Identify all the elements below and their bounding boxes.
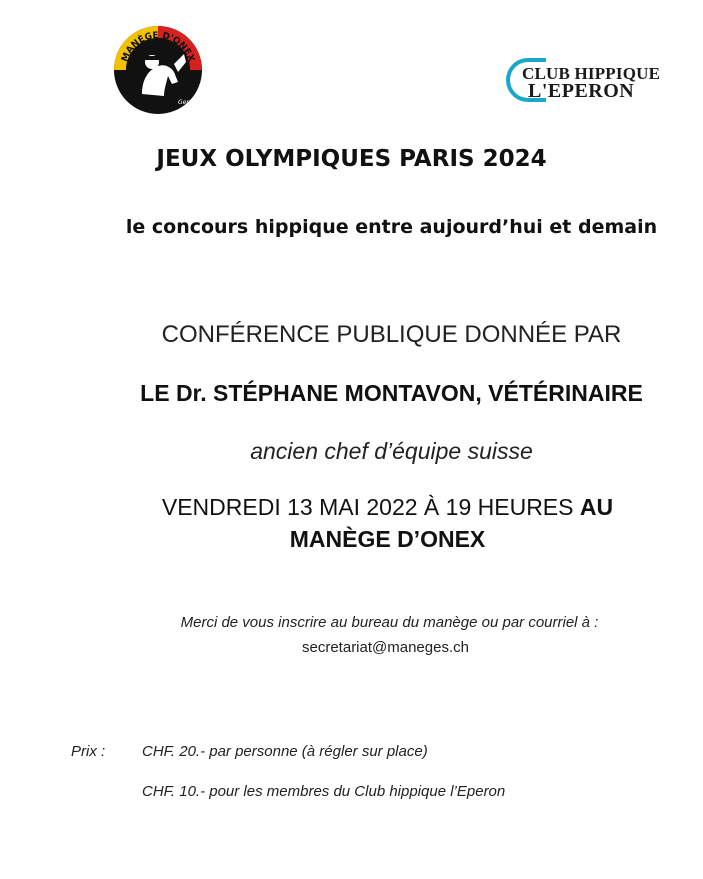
event-subtitle: le concours hippique entre aujourd’hui et demain (125, 216, 658, 238)
manege-onex-logo (112, 24, 204, 116)
event-title: JEUX OLYMPIQUES PARIS 2024 (156, 146, 547, 172)
event-date (36, 494, 703, 521)
manege-onex-logo-icon (112, 24, 204, 116)
registration-text: Merci de vous inscrire au bureau du manège ou par courriel à : (180, 614, 599, 631)
speaker-name: LE Dr. STÉPHANE MONTAVON, VÉTÉRINAIRE (140, 380, 643, 406)
event-date-text: VENDREDI 13 MAI 2022 À 19 HEURES (161, 494, 580, 520)
onex-logo-arc-text: MANÈGE D'ONEX (120, 30, 196, 64)
onex-logo-sub-text: Genève (178, 99, 202, 106)
event-date-bold: AU (579, 494, 614, 520)
price-item: CHF. 10.- pour les membres du Club hippique l’Eperon (142, 783, 506, 800)
eperon-logo-line2: L'EPERON (528, 80, 635, 102)
eperon-logo-line1: CLUB HIPPIQUE (522, 64, 661, 83)
club-eperon-logo (506, 56, 666, 106)
registration-email[interactable]: secretariat@maneges.ch (302, 639, 469, 656)
price-label: Prix : (71, 743, 106, 760)
speaker-role: ancien chef d’équipe suisse (250, 438, 533, 464)
price-item: CHF. 20.- par personne (à régler sur place) (142, 743, 428, 760)
event-venue: MANÈGE D’ONEX (289, 526, 486, 552)
conference-intro: CONFÉRENCE PUBLIQUE DONNÉE PAR (161, 321, 622, 348)
